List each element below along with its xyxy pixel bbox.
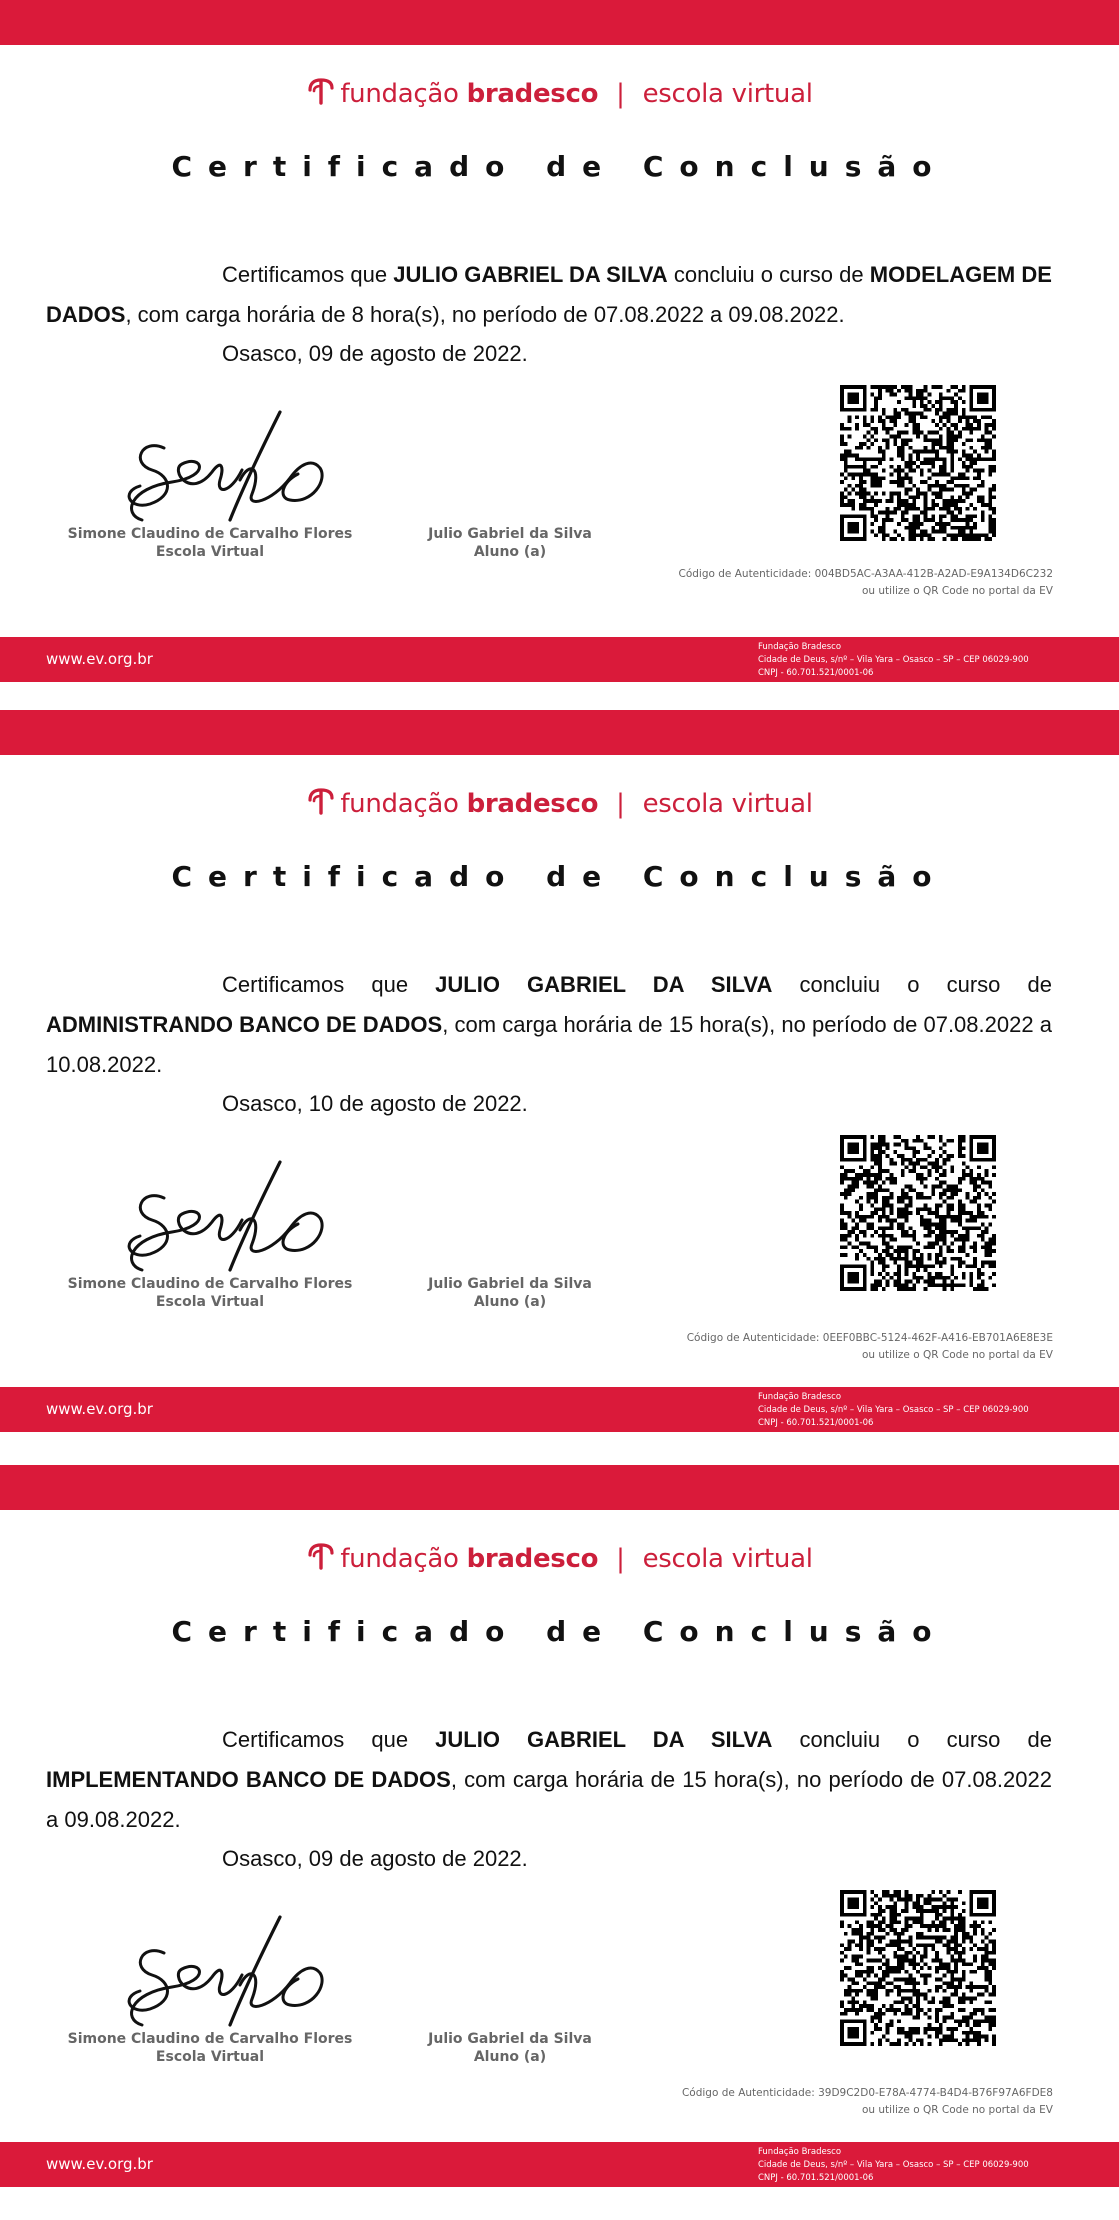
student-block [360,2030,660,2066]
signature-image [112,1158,332,1280]
footer-bar [0,1387,1119,1432]
body-rest: , com carga horária de 15 hora(s), no período de 07.08.2022 a 09.08.2022. [46,1767,1052,1832]
authentication-block [682,2085,1053,2119]
footer-address [758,641,1029,680]
auth-note: ou utilize o QR Code no portal da EV [861,585,1053,597]
top-red-bar [0,710,1119,755]
signer-role: Escola Virtual [155,2049,265,2065]
logo-fundacao: fundação [340,1544,459,1574]
logo-escola-virtual: escola virtual [642,79,813,109]
qr-code-icon [840,385,996,541]
logo-fundacao: fundação [340,789,459,819]
body-rest: , com carga horária de 8 hora(s), no período de 07.08.2022 a 09.08.2022. [125,302,845,327]
footer-url[interactable]: www.ev.org.br [46,650,153,668]
auth-note: ou utilize o QR Code no portal da EV [861,1349,1053,1361]
certificate-body [46,1720,1052,1840]
signer-name: Simone Claudino de Carvalho Flores [67,1276,353,1292]
logo-separator: | [616,1544,625,1574]
logo-fundacao: fundação [340,79,459,109]
top-red-bar [0,1465,1119,1510]
bradesco-tree-icon [306,76,336,106]
logo [0,76,1119,109]
certificate-page [0,710,1119,1465]
qr-code-icon [840,1135,996,1291]
authentication-block [679,566,1054,600]
student-role: Aluno (a) [473,2049,547,2065]
top-red-bar [0,0,1119,45]
place-date: Osasco, 09 de agosto de 2022. [222,341,528,366]
certificate-page [0,0,1119,755]
footer-cnpj: CNPJ - 60.701.521/0001-06 [758,668,874,678]
course-name: ADMINISTRANDO BANCO DE DADOS [46,1012,443,1037]
footer-street: Cidade de Deus, s/nº – Vila Yara – Osasco – SP – CEP 06029-900 [758,2160,1029,2170]
student-block [360,525,660,561]
signer-role: Escola Virtual [155,1294,265,1310]
signer-role: Escola Virtual [155,544,265,560]
course-name: MODELAGEM DE DADOS [46,262,1052,327]
footer-bar [0,2142,1119,2187]
course-name: IMPLEMENTANDO BANCO DE DADOS [46,1767,451,1792]
footer-street: Cidade de Deus, s/nº – Vila Yara – Osasco – SP – CEP 06029-900 [758,655,1029,665]
logo-escola-virtual: escola virtual [642,789,813,819]
footer-url[interactable]: www.ev.org.br [46,1400,153,1418]
student-name-bold: JULIO GABRIEL DA SILVA [435,1727,773,1752]
logo-bradesco: bradesco [466,1544,599,1574]
student-name-bold: JULIO GABRIEL DA SILVA [393,262,668,287]
signer-name: Simone Claudino de Carvalho Flores [67,526,353,542]
footer-bar [0,637,1119,682]
footer-street: Cidade de Deus, s/nº – Vila Yara – Osasco – SP – CEP 06029-900 [758,1405,1029,1415]
signer-block [60,2030,360,2066]
footer-address [758,2146,1029,2185]
footer-org: Fundação Bradesco [758,2147,842,2157]
student-signature-name: Julio Gabriel da Silva [428,2031,592,2047]
signer-block [60,525,360,561]
body-intro: Certificamos que [222,972,409,997]
student-block [360,1275,660,1311]
certificate-body [46,965,1052,1085]
certificate-title: Certificado de Conclusão [171,860,948,893]
footer-org: Fundação Bradesco [758,1392,842,1402]
auth-code: Código de Autenticidade: 0EEF0BBC-5124-462F-A416-EB701A6E8E3E [686,1332,1053,1344]
body-mid: concluiu o curso de [799,1727,1052,1752]
student-signature-name: Julio Gabriel da Silva [428,1276,592,1292]
place-date: Osasco, 10 de agosto de 2022. [222,1091,528,1116]
student-role: Aluno (a) [473,1294,547,1310]
footer-org: Fundação Bradesco [758,642,842,652]
certificate-title: Certificado de Conclusão [171,1615,948,1648]
auth-note: ou utilize o QR Code no portal da EV [861,2104,1053,2116]
logo [0,1541,1119,1574]
body-mid: concluiu o curso de [799,972,1052,997]
signer-block [60,1275,360,1311]
bradesco-tree-icon [306,786,336,816]
logo [0,786,1119,819]
footer-cnpj: CNPJ - 60.701.521/0001-06 [758,1418,874,1428]
footer-cnpj: CNPJ - 60.701.521/0001-06 [758,2173,874,2183]
footer-url[interactable]: www.ev.org.br [46,2155,153,2173]
footer-address [758,1391,1029,1430]
logo-separator: | [616,789,625,819]
student-signature-name: Julio Gabriel da Silva [428,526,592,542]
qr-code-icon [840,1890,996,2046]
student-role: Aluno (a) [473,544,547,560]
logo-bradesco: bradesco [466,789,599,819]
logo-separator: | [616,79,625,109]
place-date: Osasco, 09 de agosto de 2022. [222,1846,528,1871]
body-mid: concluiu o curso de [673,262,864,287]
certificate-body [46,255,1052,335]
certificate-title: Certificado de Conclusão [171,150,948,183]
student-name-bold: JULIO GABRIEL DA SILVA [435,972,773,997]
body-intro: Certificamos que [222,262,388,287]
logo-escola-virtual: escola virtual [642,1544,813,1574]
authentication-block [687,1330,1053,1364]
auth-code: Código de Autenticidade: 39D9C2D0-E78A-4774-B4D4-B76F97A6FDE8 [681,2087,1053,2099]
signer-name: Simone Claudino de Carvalho Flores [67,2031,353,2047]
auth-code: Código de Autenticidade: 004BD5AC-A3AA-412B-A2AD-E9A134D6C232 [678,568,1053,580]
bradesco-tree-icon [306,1541,336,1571]
signature-image [112,408,332,530]
signature-image [112,1913,332,2035]
body-intro: Certificamos que [222,1727,409,1752]
body-rest: , com carga horária de 15 hora(s), no período de 07.08.2022 a 10.08.2022. [46,1012,1053,1077]
certificate-page [0,1465,1119,2220]
logo-bradesco: bradesco [466,79,599,109]
